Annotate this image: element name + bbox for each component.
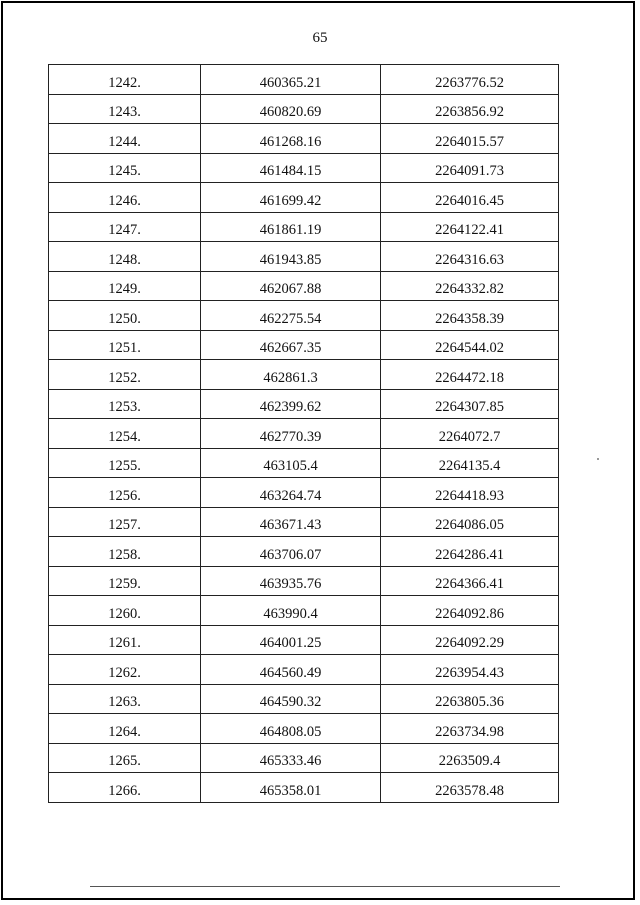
table-row [49,625,559,655]
y-coordinate-cell: 2263509.4 [381,743,559,773]
x-coordinate-cell: 463706.07 [201,537,381,567]
table-row [49,271,559,301]
y-coordinate-cell: 2263805.36 [381,684,559,714]
table-row [49,242,559,272]
x-coordinate-cell: 460820.69 [201,94,381,124]
y-coordinate-cell: 2264286.41 [381,537,559,567]
y-coordinate-cell: 2264015.57 [381,124,559,154]
table-row [49,183,559,213]
coordinates-table-container [48,64,558,803]
y-coordinate-cell: 2264072.7 [381,419,559,449]
x-coordinate-cell: 464808.05 [201,714,381,744]
table-row [49,301,559,331]
x-coordinate-cell: 462667.35 [201,330,381,360]
coordinates-table-body [49,65,559,803]
x-coordinate-cell: 462399.62 [201,389,381,419]
y-coordinate-cell: 2263776.52 [381,65,559,95]
bottom-scan-line [90,886,560,887]
table-row [49,389,559,419]
x-coordinate-cell: 461699.42 [201,183,381,213]
coordinates-table [48,64,559,803]
y-coordinate-cell: 2264122.41 [381,212,559,242]
y-coordinate-cell: 2264316.63 [381,242,559,272]
table-row [49,537,559,567]
y-coordinate-cell: 2264091.73 [381,153,559,183]
scan-speck [597,458,599,460]
table-row [49,94,559,124]
y-coordinate-cell: 2264358.39 [381,301,559,331]
y-coordinate-cell: 2263954.43 [381,655,559,685]
table-row [49,507,559,537]
x-coordinate-cell: 464560.49 [201,655,381,685]
table-row [49,478,559,508]
y-coordinate-cell: 2264472.18 [381,360,559,390]
x-coordinate-cell: 462861.3 [201,360,381,390]
point-number-cell: 1251. [49,330,201,360]
table-row [49,360,559,390]
x-coordinate-cell: 464001.25 [201,625,381,655]
point-number-cell: 1242. [49,65,201,95]
point-number-cell: 1253. [49,389,201,419]
y-coordinate-cell: 2263856.92 [381,94,559,124]
table-row [49,714,559,744]
page-number: 65 [312,30,328,46]
x-coordinate-cell: 463990.4 [201,596,381,626]
x-coordinate-cell: 465333.46 [201,743,381,773]
x-coordinate-cell: 462275.54 [201,301,381,331]
y-coordinate-cell: 2263578.48 [381,773,559,803]
point-number-cell: 1245. [49,153,201,183]
point-number-cell: 1247. [49,212,201,242]
y-coordinate-cell: 2264092.86 [381,596,559,626]
x-coordinate-cell: 461861.19 [201,212,381,242]
y-coordinate-cell: 2264418.93 [381,478,559,508]
point-number-cell: 1263. [49,684,201,714]
point-number-cell: 1261. [49,625,201,655]
x-coordinate-cell: 461484.15 [201,153,381,183]
x-coordinate-cell: 464590.32 [201,684,381,714]
y-coordinate-cell: 2263734.98 [381,714,559,744]
table-row [49,212,559,242]
table-row [49,684,559,714]
point-number-cell: 1246. [49,183,201,213]
table-row [49,596,559,626]
point-number-cell: 1250. [49,301,201,331]
table-row [49,419,559,449]
point-number-cell: 1259. [49,566,201,596]
point-number-cell: 1243. [49,94,201,124]
x-coordinate-cell: 463264.74 [201,478,381,508]
x-coordinate-cell: 461268.16 [201,124,381,154]
table-row [49,773,559,803]
table-row [49,743,559,773]
x-coordinate-cell: 463105.4 [201,448,381,478]
x-coordinate-cell: 462770.39 [201,419,381,449]
table-row [49,124,559,154]
table-row [49,153,559,183]
x-coordinate-cell: 463935.76 [201,566,381,596]
table-row [49,655,559,685]
point-number-cell: 1252. [49,360,201,390]
y-coordinate-cell: 2264332.82 [381,271,559,301]
point-number-cell: 1248. [49,242,201,272]
point-number-cell: 1265. [49,743,201,773]
x-coordinate-cell: 462067.88 [201,271,381,301]
table-row [49,65,559,95]
y-coordinate-cell: 2264092.29 [381,625,559,655]
x-coordinate-cell: 463671.43 [201,507,381,537]
x-coordinate-cell: 460365.21 [201,65,381,95]
y-coordinate-cell: 2264307.85 [381,389,559,419]
point-number-cell: 1256. [49,478,201,508]
table-row [49,448,559,478]
point-number-cell: 1257. [49,507,201,537]
point-number-cell: 1255. [49,448,201,478]
point-number-cell: 1254. [49,419,201,449]
point-number-cell: 1249. [49,271,201,301]
y-coordinate-cell: 2264135.4 [381,448,559,478]
point-number-cell: 1244. [49,124,201,154]
table-row [49,330,559,360]
point-number-cell: 1258. [49,537,201,567]
table-row [49,566,559,596]
point-number-cell: 1260. [49,596,201,626]
x-coordinate-cell: 461943.85 [201,242,381,272]
y-coordinate-cell: 2264544.02 [381,330,559,360]
point-number-cell: 1266. [49,773,201,803]
y-coordinate-cell: 2264366.41 [381,566,559,596]
x-coordinate-cell: 465358.01 [201,773,381,803]
y-coordinate-cell: 2264016.45 [381,183,559,213]
point-number-cell: 1262. [49,655,201,685]
y-coordinate-cell: 2264086.05 [381,507,559,537]
point-number-cell: 1264. [49,714,201,744]
